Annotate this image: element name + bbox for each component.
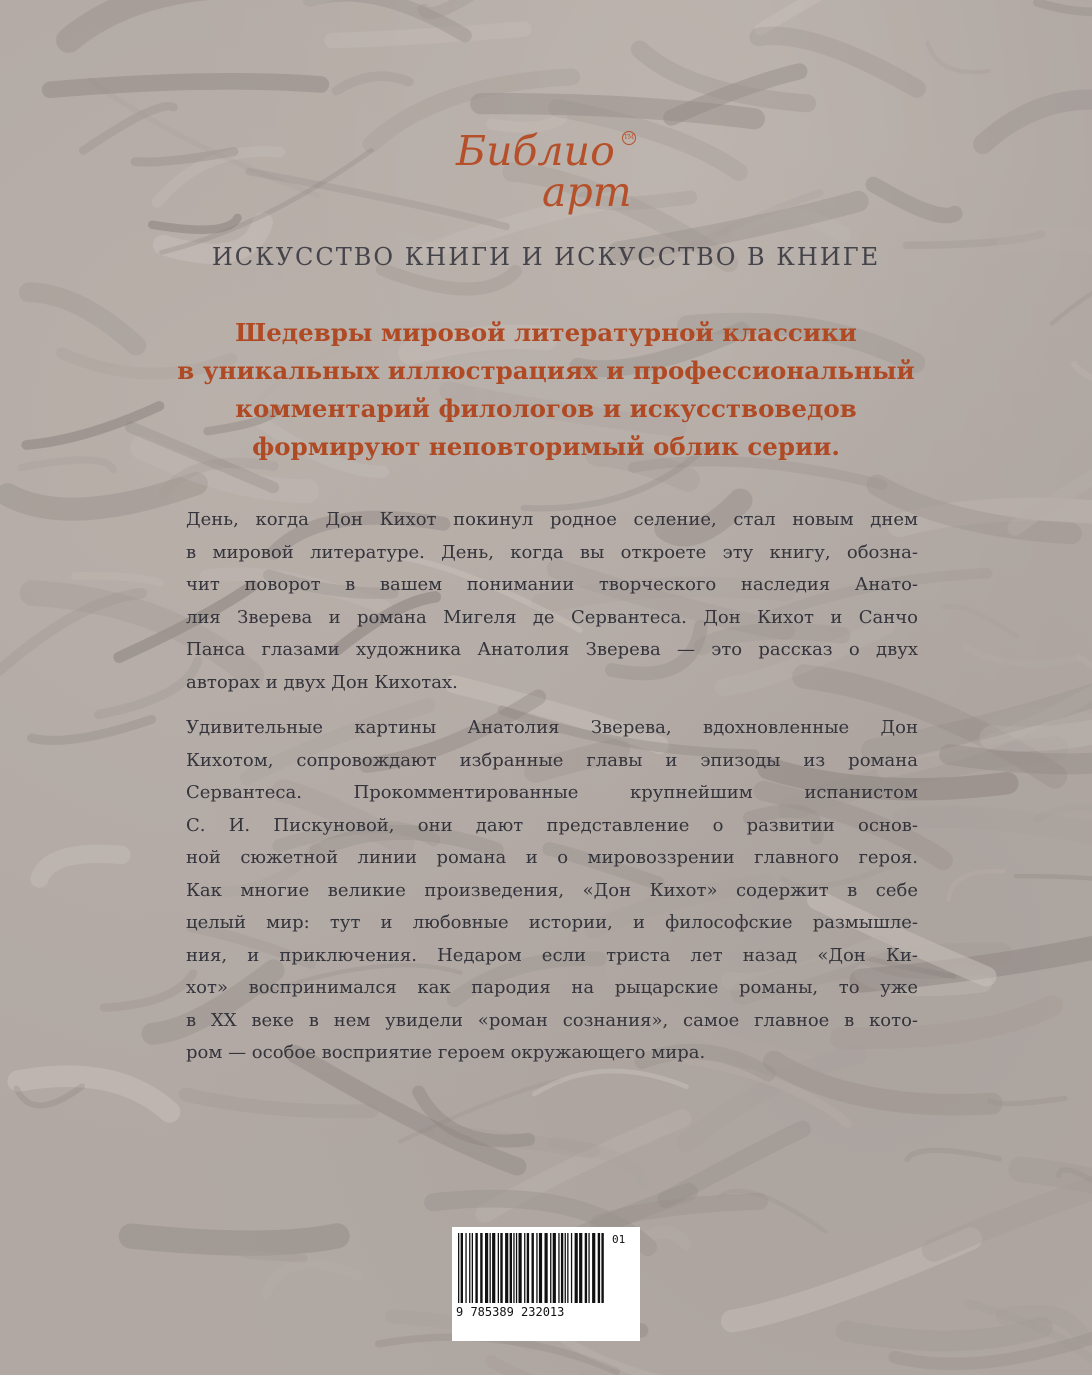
text-line: С. И. Пискуновой, они дают представление о развитии основ- [186, 814, 918, 836]
intro-statement [150, 314, 942, 466]
text-line: лия Зверева и романа Мигеля де Сервантеса. Дон Кихот и Санчо [186, 606, 918, 628]
text-line: Панса глазами художника Анатолия Зверева — это рассказ о двух [186, 639, 918, 660]
barcode-bar [567, 1233, 568, 1303]
text-line: хот» воспринимался как пародия на рыцарские романы, то уже [186, 977, 918, 998]
text-line: День, когда Дон Кихот покинул родное селение, стал новым днем [186, 509, 918, 530]
trademark-icon: TM [622, 131, 636, 145]
barcode-bar [532, 1233, 534, 1303]
barcode-addon: 01 [612, 1233, 626, 1246]
barcode-bar [579, 1233, 582, 1303]
barcode-bar [469, 1233, 470, 1303]
publisher-logo [456, 128, 656, 218]
text-line: в мировой литературе. День, когда вы откроете эту книгу, обозна- [186, 541, 918, 563]
text-line: Сервантеса. Прокомментированные крупнейшим испанистом [186, 782, 918, 803]
barcode-bar [545, 1233, 548, 1303]
text-line: целый мир: тут и любовные истории, и философские размышле- [186, 912, 918, 933]
barcode-bar [492, 1233, 495, 1303]
intro-line: в уникальных иллюстрациях и профессиональный [177, 356, 915, 385]
series-title: ИСКУССТВО КНИГИ И ИСКУССТВО В КНИГЕ [211, 243, 881, 271]
barcode-bar [524, 1233, 525, 1303]
intro-line: Шедевры мировой литературной классики [235, 318, 857, 347]
barcode-bar [475, 1233, 477, 1303]
barcode-bar [461, 1233, 463, 1303]
text-line: Как многие великие произведения, «Дон Кихот» содержит в себе [186, 879, 918, 901]
text-line: Кихотом, сопровождают избранные главы и эпизоды из романа [186, 749, 918, 771]
barcode-bar [527, 1233, 529, 1303]
logo-text-art: арт [542, 168, 632, 216]
text-line: ной сюжетной линии романа и о мировоззрении главного героя. [186, 847, 918, 868]
barcode-bar [558, 1233, 559, 1303]
barcode-bar [516, 1233, 517, 1303]
barcode-bar [498, 1233, 499, 1303]
isbn-barcode [452, 1227, 640, 1341]
text-line: Удивительные картины Анатолия Зверева, вдохновленные Дон [186, 717, 918, 738]
barcode-bar [465, 1233, 466, 1303]
barcode-bar [601, 1233, 603, 1303]
intro-line: формируют неповторимый облик серии. [252, 432, 840, 461]
barcode-bar [550, 1233, 551, 1303]
logo-text-biblio: Библио [456, 127, 615, 175]
barcode-bar [561, 1233, 563, 1303]
barcode-bar [480, 1233, 482, 1303]
barcode-bar [585, 1233, 587, 1303]
description-paragraph-1 [186, 504, 918, 699]
barcode-bar [575, 1233, 578, 1303]
intro-line: комментарий филологов и искусствоведов [235, 394, 857, 423]
barcode-bar [598, 1233, 600, 1303]
barcode-bar [565, 1233, 566, 1303]
barcode-bar [519, 1233, 522, 1303]
barcode-bar [539, 1233, 542, 1303]
barcode-bar [490, 1233, 491, 1303]
barcode-bar [592, 1233, 595, 1303]
description-paragraph-2 [186, 712, 918, 1070]
text-line: авторах и двух Дон Кихотах. [186, 671, 458, 693]
barcode-bar [510, 1233, 512, 1303]
barcode-bar [505, 1233, 508, 1303]
barcode-bar [571, 1233, 572, 1303]
barcode-digits: 9 785389 232013 [456, 1305, 565, 1319]
text-line: ром — особое восприятие героем окружающего мира. [186, 1042, 706, 1063]
barcode-bar [588, 1233, 589, 1303]
barcode-bar [472, 1233, 473, 1303]
text-line: чит поворот в вашем понимании творческого наследия Анато- [186, 574, 918, 595]
barcode-bar [536, 1233, 537, 1303]
barcode-bar [553, 1233, 556, 1303]
barcode-bar [500, 1233, 502, 1303]
barcode-bar [513, 1233, 514, 1303]
text-line: в XX веке в нем увидели «роман сознания», самое главное в кото- [186, 1009, 918, 1031]
barcode-bar [458, 1233, 459, 1303]
text-line: ния, и приключения. Недаром если триста лет назад «Дон Ки- [186, 944, 918, 966]
barcode-bar [485, 1233, 488, 1303]
